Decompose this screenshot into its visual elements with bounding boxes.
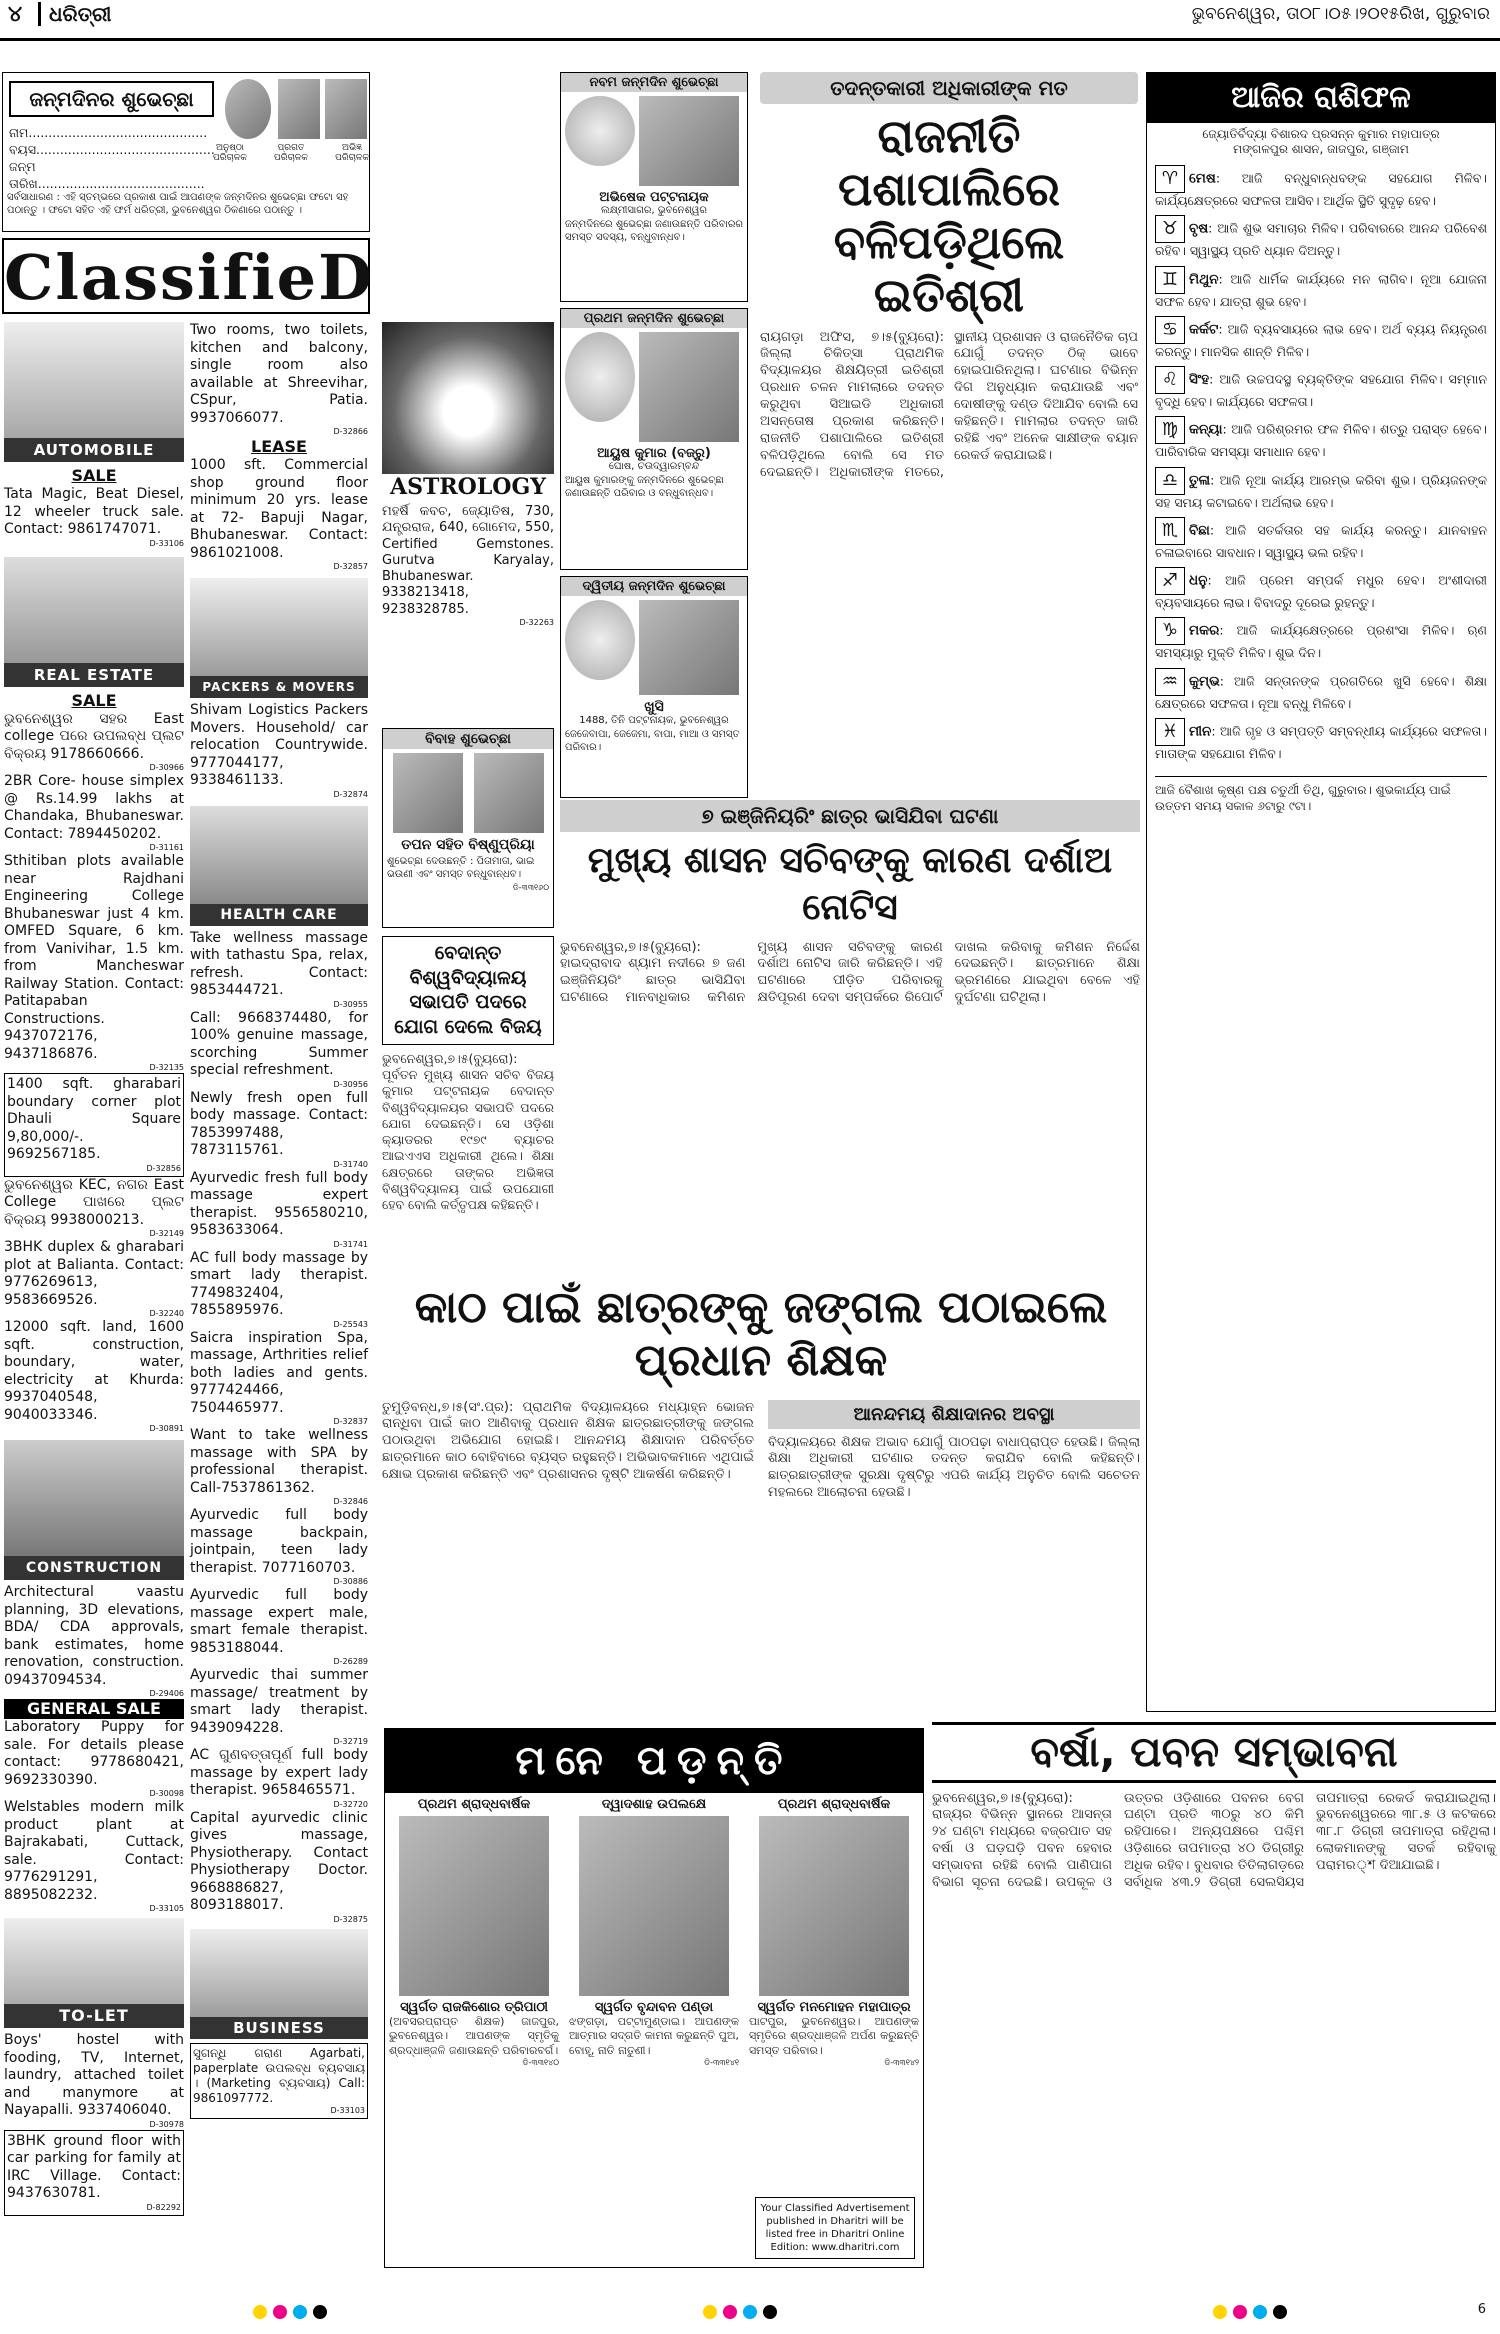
- magenta-dot-icon: [273, 2305, 287, 2319]
- classified-ad: [4, 853, 184, 1073]
- classified-ad: [190, 1170, 368, 1250]
- aquarius-icon: ♒: [1155, 668, 1185, 696]
- child-photo: [639, 600, 739, 695]
- rashi-item: ♐ ଧନୁ: ଆଜି ପ୍ରେମ ସମ୍ପର୍କ ମଧୁର ହେବ। ଅଂଶୀଦାରୀ ବ୍ୟବସାୟରେ ଲାଭ। ବିବାଦରୁ ଦୂରେଇ ରୁହନ୍ତୁ।: [1155, 567, 1487, 611]
- ad-code: ଡି-୩୩୧୪୨: [884, 2057, 919, 2067]
- page-header: [0, 0, 1500, 30]
- ad-text: Boys' hostel with fooding, TV, Internet, laundry, attached toilet and manymore at Nayapalli. 9337406040.: [4, 2032, 184, 2118]
- ad-text: Newly fresh open full body massage. Contact: 7853997488, 7873115761.: [190, 1089, 368, 1158]
- classified-ad: [190, 1010, 368, 1090]
- to-let-image: [4, 1918, 184, 2028]
- classified-ad: [4, 1584, 184, 1699]
- memorial-section: [384, 1728, 924, 2268]
- notice-kicker: ୭ ଇଞ୍ଜିନିୟରିଂ ଛାତ୍ର ଭାସିଯିବା ଘଟଣା: [560, 800, 1140, 832]
- rashi-text: ଆଜି ଉଚ୍ଚପଦସ୍ଥ ବ୍ୟକ୍ତିଙ୍କ ସହଯୋଗ ମିଳିବ। ସମ୍ମାନ ବୃଦ୍ଧି ହେବ। କାର୍ଯ୍ୟରେ ସଫଳତା।: [1155, 371, 1487, 409]
- rashi-name: କନ୍ୟା: [1189, 421, 1223, 438]
- birthday-greeting: [560, 576, 748, 798]
- birthday-title: ଦ୍ୱିତୀୟ ଜନ୍ମଦିନ ଶୁଭେଚ୍ଛା: [561, 577, 747, 596]
- notice-headline: ମୁଖ୍ୟ ଶାସନ ସଚିବଙ୍କୁ କାରଣ ଦର୍ଶାଅ ନୋଟିସ: [587, 840, 1113, 928]
- classified-ad: [190, 1587, 368, 1667]
- registration-marks: [250, 2304, 330, 2323]
- category-construction: CONSTRUCTION: [4, 1556, 184, 1580]
- yellow-dot-icon: [253, 2305, 267, 2319]
- form-field-age[interactable]: ବୟସ.............................................: [9, 141, 215, 157]
- couple-names: ତପନ ସହିତ ବିଷ୍ଣୁପ୍ରିୟା: [401, 837, 535, 853]
- construction-image: [4, 1440, 184, 1580]
- page-footer: [0, 2296, 1500, 2326]
- rashi-item: ♍ କନ୍ୟା: ଆଜି ପରିଶ୍ରମର ଫଳ ମିଳିବ। ଶତ୍ରୁ ପରାସ୍ତ ହେବେ। ପାରିବାରିକ ସମସ୍ୟା ସମାଧାନ ହେବ।: [1155, 416, 1487, 460]
- wedding-note: ଶୁଭେଚ୍ଛା ଦେଉଛନ୍ତି : ପିତାମାତା, ଭାଇ ଭଉଣୀ ଏବଂ ସମସ୍ତ ବନ୍ଧୁବାନ୍ଧବ।: [387, 856, 535, 880]
- rain-body: ଭୁବନେଶ୍ୱର,୭।୫(ବ୍ୟୁରୋ): ରାଜ୍ୟର ବିଭିନ୍ନ ସ୍ଥାନରେ ଆସନ୍ତା ୨୪ ଘଣ୍ଟା ମଧ୍ୟରେ ବଜ୍ରପାତ ସହ ବର୍ଷା ଓ ଘଡ଼ଘଡ଼ି ପବନ ହେବାର ସମ୍ଭାବନା ରହିଛି ବୋଲି ପାଣିପାଗ ବିଭାଗ ସୂଚନା ଦେଇଛି। ଉପକୂଳ ଓ ଉତ୍ତର ଓଡ଼ିଶାରେ ପବନର ବେଗ ଘଣ୍ଟା ପ୍ରତି ୩୦ରୁ ୪୦ କିମି ରହିପାରେ। ଅନ୍ୟପକ୍ଷରେ ପଶ୍ଚିମ ଓଡ଼ିଶାରେ ତାପମାତ୍ରା ୪୦ ଡିଗ୍ରୀରୁ ଅଧିକ ରହିବ। ବୁଧବାର ତିତିଲାଗଡ଼ରେ ସର୍ବାଧିକ ୪୩.୨ ଡିଗ୍ରୀ ସେଲସିୟସ ତାପମାତ୍ରା ରେକର୍ଡ କରାଯାଇଥିଲା। ଭୁବନେଶ୍ୱରରେ ୩୮.୫ ଓ କଟକରେ ୩୮.୮ ଡିଗ୍ରୀ ତାପମାତ୍ରା ରହିଥିଲା। ଲୋକମାନଙ୍କୁ ସତର୍କ ରହିବାକୁ ପରାମର্শ ଦିଆଯାଇଛି।: [932, 1790, 1496, 1891]
- ad-code: D-32135: [149, 1063, 184, 1072]
- ad-code: D-82292: [146, 2202, 181, 2212]
- vc-story: [382, 936, 554, 1276]
- ad-code: D-25543: [333, 1319, 368, 1329]
- memorial-photo: [399, 1816, 549, 1996]
- rashiphala-place: ମଙ୍ଗଳପୁର ଶାସନ, ଜାଜପୁର, ଗଞ୍ଜାମ: [1233, 142, 1409, 156]
- rashi-name: କୁମ୍ଭ: [1189, 673, 1220, 689]
- memorial-text: ଝଙ୍ଗଡ଼ା, ପଟ୍ଟାମୁଣ୍ଡାଇ। ଆପଣଙ୍କ ଆତ୍ମାର ସଦ୍‌ଗତି କାମନା କରୁଛନ୍ତି ପୁଅ, ବୋହୂ, ନାତି ନାତୁଣୀ।: [569, 2015, 739, 2057]
- adult-photo: [325, 79, 367, 139]
- cyan-dot-icon: [743, 2305, 757, 2319]
- classified-ad: [190, 1330, 368, 1428]
- ad-code: D-32263: [519, 617, 554, 627]
- classified-ad: [4, 1699, 184, 1799]
- ad-code: D-32149: [149, 1229, 184, 1238]
- rashi-text: ଆଜି ଗୃହ ଓ ସମ୍ପତ୍ତି ସମ୍ବନ୍ଧୀୟ କାର୍ଯ୍ୟରେ ସଫଳତା। ମାତାଙ୍କ ସହଯୋଗ ମିଳିବ।: [1155, 723, 1487, 761]
- birthday-form-box: [2, 72, 370, 232]
- birthday-title: ନବମ ଜନ୍ମଦିନ ଶୁଭେଚ୍ଛା: [561, 73, 747, 92]
- rashi-name: ବିଛା: [1189, 522, 1210, 539]
- rashi-text: ଆଜି ପ୍ରେମ ସମ୍ପର୍କ ମଧୁର ହେବ। ଅଂଶୀଦାରୀ ବ୍ୟବସାୟରେ ଲାଭ। ବିବାଦରୁ ଦୂରେଇ ରୁହନ୍ତୁ।: [1155, 572, 1488, 610]
- memorial-banner: ମନେ ପଡ଼ନ୍ତି: [385, 1729, 923, 1793]
- issue-date: ଭୁବନେଶ୍ୱର, ତା୦୮।୦୫।୨୦୧୫ରିଖ, ଗୁରୁବାର: [1191, 4, 1490, 24]
- classified-ad: [4, 773, 184, 853]
- footer-page-number: 6: [1477, 2302, 1486, 2317]
- magenta-dot-icon: [1233, 2305, 1247, 2319]
- rashi-text: ଆଜି ଶୁଭ ସମାଚାର ମିଳିବ। ପରିବାରରେ ଆନନ୍ଦ ପରିବେଶ ରହିବ। ସ୍ୱାସ୍ଥ୍ୟ ପ୍ରତି ଧ୍ୟାନ ଦିଅନ୍ତୁ।: [1155, 220, 1487, 259]
- rashi-name: ମିଥୁନ: [1189, 271, 1219, 287]
- memorial-name: ସ୍ୱର୍ଗତ ମନମୋହନ ମହାପାତ୍ର: [757, 2000, 911, 2015]
- rashi-item: ♓ ମୀନ: ଆଜି ଗୃହ ଓ ସମ୍ପତ୍ତି ସମ୍ବନ୍ଧୀୟ କାର୍ଯ୍ୟରେ ସଫଳତା। ମାତାଙ୍କ ସହଯୋଗ ମିଳିବ।: [1155, 718, 1487, 762]
- rashi-text: ଆଜି ସନ୍ତାନଙ୍କ ପ୍ରଗତିରେ ଖୁସି ହେବେ। ଶିକ୍ଷା କ୍ଷେତ୍ରରେ ସଫଳତା। ନୂଆ ବନ୍ଧୁ ମିଳିବେ।: [1155, 673, 1488, 711]
- astrology-ad: [382, 322, 554, 722]
- birthday-child-name: ଖୁସି: [644, 699, 664, 715]
- ad-text: Shivam Logistics Packers Movers. Household/ car relocation Countrywide. 9777044177, 9338461133.: [190, 702, 368, 788]
- photo-caption: ପ୍ରଗତ ପରିଚାଳକ: [274, 143, 308, 163]
- ad-text: Ayurvedic fresh full body massage expert therapist. 9556580210, 9583633064.: [190, 1169, 368, 1238]
- balloons-icon: [565, 96, 635, 166]
- classified-ad: [190, 1810, 368, 1925]
- rashi-item: ♏ ବିଛା: ଆଜି ସତର୍କତାର ସହ କାର୍ଯ୍ୟ କରନ୍ତୁ। ଯାନବାହନ ଚଳାଇବାରେ ସାବଧାନ। ସ୍ୱାସ୍ଥ୍ୟ ଭଲ ରହିବ।: [1155, 517, 1487, 561]
- yellow-dot-icon: [703, 2305, 717, 2319]
- ad-text: Laboratory Puppy for sale. For details please contact: 9778680421, 9692330390.: [4, 1719, 184, 1788]
- groom-photo: [393, 753, 463, 833]
- online-edition-promo: Your Classified Advertisement published in Dharitri will be listed free in Dharitri Online Edition: www.dharitri.com: [755, 2197, 915, 2259]
- birthday-place: ଲକ୍ଷ୍ମୀସାଗର, ଭୁବନେଶ୍ୱର: [600, 205, 708, 216]
- classified-ad: [190, 322, 368, 437]
- ad-code: D-26289: [333, 1657, 368, 1666]
- classified-ad: [190, 930, 368, 1010]
- classified-ad: [4, 466, 184, 549]
- classified-ad: [4, 1239, 184, 1319]
- ad-code: D-29406: [149, 1689, 184, 1698]
- ad-text: Welstables modern milk product plant at Bajrakabati, Cuttack, sale. Contact: 9776291291, 8895082232.: [4, 1799, 184, 1903]
- category-astrology: ASTROLOGY: [382, 474, 554, 500]
- business-image: [190, 1929, 368, 2039]
- ad-code: D-32719: [333, 1737, 368, 1746]
- rashi-item: ♊ ମିଥୁନ: ଆଜି ଧାର୍ମିକ କାର୍ଯ୍ୟରେ ମନ ଲାଗିବ। ନୂଆ ଯୋଜନା ସଫଳ ହେବ। ଯାତ୍ରା ଶୁଭ ହେବ।: [1155, 266, 1487, 310]
- classified-ad: [190, 1507, 368, 1587]
- ad-code: ଡି-୩୩୧୬୦: [512, 883, 549, 892]
- memorial-ad: [389, 1797, 559, 2068]
- birthday-note: ଜନ୍ମଦିନରେ ଶୁଭେଚ୍ଛା ଜଣାଉଛନ୍ତି ପରିବାରର ସମସ୍ତ ସଦସ୍ୟ, ବନ୍ଧୁବାନ୍ଧବ।: [565, 219, 743, 243]
- memorial-ad: [569, 1797, 739, 2068]
- ad-text: 12000 sqft. land, 1600 sqft. construction, boundary, water, electricity at Khurda: 9937040548, 9040033346.: [4, 1319, 184, 1423]
- rashi-item: ♌ ସିଂହ: ଆଜି ଉଚ୍ଚପଦସ୍ଥ ବ୍ୟକ୍ତିଙ୍କ ସହଯୋଗ ମିଳିବ। ସମ୍ମାନ ବୃଦ୍ଧି ହେବ। କାର୍ଯ୍ୟରେ ସଫଳତା।: [1155, 366, 1487, 410]
- top-story-kicker: ତଦନ୍ତକାରୀ ଅଧିକାରୀଙ୍କ ମତ: [760, 72, 1138, 104]
- rashiphala-title: ଆଜିର ରାଶିଫଳ: [1147, 73, 1495, 123]
- top-story-headline-2: ବଳିପଡ଼ିଥିଲେ ଇତିଶ୍ରୀ: [833, 214, 1065, 322]
- classified-title: ClassifieD: [2, 238, 370, 314]
- child-photo: [225, 79, 271, 139]
- classified-ad: [4, 1799, 184, 1914]
- birthday-child-name: ଅଭିଷେକ ପଟ୍ଟନାୟକ: [599, 190, 709, 205]
- rashi-text: ଆଜି ବନ୍ଧୁବାନ୍ଧବଙ୍କ ସହଯୋଗ ମିଳିବ। କାର୍ଯ୍ୟକ୍ଷେତ୍ରରେ ସଫଳତା ଆସିବ। ଆର୍ଥିକ ସ୍ଥିତି ସୁଦୃଢ଼ ହେବ।: [1155, 170, 1487, 208]
- child-photo: [639, 96, 739, 186]
- pisces-icon: ♓: [1155, 718, 1185, 746]
- packers-image: [190, 578, 368, 698]
- teacher-body-2: ବିଦ୍ୟାଳୟରେ ଶିକ୍ଷକ ଅଭାବ ଯୋଗୁଁ ପାଠପଢ଼ା ବାଧାପ୍ରାପ୍ତ ହେଉଛି। ଜିଲ୍ଲା ଶିକ୍ଷା ଅଧିକାରୀ ଘଟଣାର ତଦନ୍ତ କରାଯିବ ବୋଲି କହିଛନ୍ତି। ଛାତ୍ରଛାତ୍ରୀଙ୍କ ସୁରକ୍ଷା ଦୃଷ୍ଟିରୁ ଏପରି କାର୍ଯ୍ୟ ଅନୁଚିତ ବୋଲି ସଚେତନ ମହଲରେ ଆଲୋଚନା ହେଉଛି।: [768, 1434, 1140, 1501]
- classified-ad: [4, 2032, 184, 2130]
- rashi-item: ♎ ତୁଳା: ଆଜି ନୂଆ କାର୍ଯ୍ୟ ଆରମ୍ଭ କରିବା ଶୁଭ। ପ୍ରିୟଜନଙ୍କ ସହ ସମୟ କଟାଇବେ। ଅର୍ଥଲାଭ ହେବ।: [1155, 467, 1487, 511]
- balloons-icon: [565, 600, 635, 680]
- rashi-name: କର୍କଟ: [1189, 321, 1219, 338]
- ad-text: 2BR Core- house simplex @ Rs.14.99 lakhs at Chandaka, Bhubaneswar. Contact: 7894450202.: [4, 773, 184, 842]
- birthday-place: 1488, ତିନି ପଟ୍ଟନାୟକ, ଭୁବନେଶ୍ୱର: [579, 715, 729, 726]
- memorial-photo: [759, 1816, 909, 1996]
- form-fields: [9, 125, 215, 193]
- top-story-body: ରାୟଗଡ଼ା ଅଫିସ, ୭।୫(ବ୍ୟୁରୋ): ଜିଲ୍ଲା ଚିକିତ୍ସା ପ୍ରାଥମିକ ବିଦ୍ୟାଳୟର ଶିକ୍ଷୟିତ୍ରୀ ଇତିଶ୍ରୀ ପ୍ରଧାନ ଚଳନ ମାମଲାରେ ତଦନ୍ତ କରୁଥିବା ସିଆଇଡି ଅଧିକାରୀ ଅସନ୍ତୋଷ ପ୍ରକାଶ କରିଛନ୍ତି। ରାଜନୀତି ପଶାପାଲିରେ ଇତିଶ୍ରୀ ବଳିପଡ଼ିଥିଲେ ବୋଲି ସେ ମତ ଦେଇଛନ୍ତି। ଅଧିକାରୀଙ୍କ ମତରେ, ସ୍ଥାନୀୟ ପ୍ରଶାସନ ଓ ରାଜନୈତିକ ଚାପ ଯୋଗୁଁ ତଦନ୍ତ ଠିକ୍ ଭାବେ ହୋଇପାରିନଥିଲା। ଘଟଣାର ବିଭିନ୍ନ ଦିଗ ଅନୁଧ୍ୟାନ କରାଯାଉଛି ଏବଂ ଦୋଷୀଙ୍କୁ ଦଣ୍ଡ ଦିଆଯିବ ବୋଲି ସେ କହିଛନ୍ତି। ମାମଲାର ତଦନ୍ତ ଜାରି ରହିଛି ଏବଂ ଅନେକ ସାକ୍ଷୀଙ୍କ ବୟାନ ରେକର୍ଡ କରାଯାଇଛି।: [760, 329, 1138, 480]
- header-rule: [0, 38, 1500, 41]
- classified-ad: [4, 1073, 184, 1177]
- memorial-label: ପ୍ରଥମ ଶ୍ରାଦ୍ଧବାର୍ଷିକ: [417, 1797, 531, 1812]
- ad-code: D-30886: [333, 1577, 368, 1586]
- category-business: BUSINESS: [190, 2017, 368, 2039]
- ad-code: D-31740: [333, 1159, 368, 1169]
- ad-code: ଡି-୩୩୧୪୧: [704, 2057, 739, 2067]
- category-packers: PACKERS & MOVERS: [190, 676, 368, 698]
- page-number: ୪: [8, 2, 23, 27]
- ad-text: Call: 9668374480, for 100% genuine massage, scorching Summer special refreshment.: [190, 1009, 368, 1078]
- rashi-item: ♋ କର୍କଟ: ଆଜି ବ୍ୟବସାୟରେ ଲାଭ ହେବ। ଅର୍ଥ ବ୍ୟୟ ନିୟନ୍ତ୍ରଣ କରନ୍ତୁ। ମାନସିକ ଶାନ୍ତି ମିଳିବ।: [1155, 316, 1487, 360]
- rashi-name: ମେଷ: [1189, 170, 1216, 187]
- rashi-name: ସିଂହ: [1189, 371, 1210, 388]
- scorpio-icon: ♏: [1155, 517, 1185, 545]
- ad-text: Capital ayurvedic clinic gives massage, Physiotherapy. Contact Physiotherapy Doctor. 9668886827, 8093188017.: [190, 1809, 368, 1913]
- rashi-item: ♒ କୁମ୍ଭ: ଆଜି ସନ୍ତାନଙ୍କ ପ୍ରଗତିରେ ଖୁସି ହେବେ। ଶିକ୍ଷା କ୍ଷେତ୍ରରେ ସଫଳତା। ନୂଆ ବନ୍ଧୁ ମିଳିବେ।: [1155, 668, 1487, 712]
- classified-column-1: [4, 322, 184, 2267]
- rashi-text: ଆଜି ସତର୍କତାର ସହ କାର୍ଯ୍ୟ କରନ୍ତୁ। ଯାନବାହନ ଚଳାଇବାରେ ସାବଧାନ। ସ୍ୱାସ୍ଥ୍ୟ ଭଲ ରହିବ।: [1155, 522, 1487, 560]
- aries-icon: ♈: [1155, 165, 1185, 193]
- ad-text: Sthitiban plots available near Rajdhani Engineering College Bhubaneswar just 4 km. OMFED Square, 6 km. from Vanivihar, 1.5 km. from Mancheswar Railway Station. Contact: Patitapaban Constructions. 9437072176, 9437186876.: [4, 853, 184, 1062]
- memorial-text: (ଅବସରପ୍ରାପ୍ତ ଶିକ୍ଷକ) ଜାଜପୁର, ଭୁବନେଶ୍ୱର। ଆପଣଙ୍କ ସ୍ମୃତିକୁ ଶ୍ରଦ୍ଧାଞ୍ଜଳି ଜଣାଉଛନ୍ତି ପରିବାରବର୍ଗ।: [389, 2015, 559, 2057]
- ad-text: ଭୁବନେଶ୍ୱର KEC, ନଗର East College ପାଖରେ ପ୍ଲଟ ବିକ୍ରୟ 9938000213.: [4, 1176, 184, 1228]
- ad-code: D-31161: [149, 843, 184, 852]
- memorial-text: ପାଟପୁର, ଭୁବନେଶ୍ୱର। ଆପଣଙ୍କ ସ୍ମୃତିରେ ଶ୍ରଦ୍ଧାଞ୍ଜଳି ଅର୍ପଣ କରୁଛନ୍ତି ସମସ୍ତ ପରିବାର।: [749, 2015, 919, 2057]
- ad-code: D-32846: [333, 1497, 368, 1506]
- ad-code: D-30098: [149, 1789, 184, 1798]
- teacher-subhead: ଆନନ୍ଦମୟ ଶିକ୍ଷାଦାନର ଅବସ୍ଥା: [768, 1400, 1140, 1429]
- memorial-name: ସ୍ୱର୍ଗତ ରାଜକିଶୋର ତ୍ରିପାଠୀ: [400, 2000, 548, 2015]
- photo-captions: [213, 143, 369, 163]
- health-care-image: [190, 806, 368, 926]
- magenta-dot-icon: [723, 2305, 737, 2319]
- classified-ad: [190, 1250, 368, 1330]
- ad-text: 1000 sft. Commercial shop ground floor minimum 20 yrs. lease at 72- Bapuji Nagar, Bhubaneswar. Contact: 9861021008.: [190, 457, 368, 561]
- cyan-dot-icon: [293, 2305, 307, 2319]
- masthead: ଧରିତ୍ରୀ: [38, 2, 111, 26]
- child-photo: [639, 332, 739, 442]
- rashi-text: ଆଜି ପରିଶ୍ରମର ଫଳ ମିଳିବ। ଶତ୍ରୁ ପରାସ୍ତ ହେବେ। ପାରିବାରିକ ସମସ୍ୟା ସମାଧାନ ହେବ।: [1155, 421, 1488, 460]
- rain-story: [932, 1722, 1496, 2268]
- ad-heading: SALE: [71, 690, 117, 710]
- astrology-wheel-image: [382, 322, 554, 500]
- ad-text: AC ଗୁଣବତ୍ତାପୂର୍ଣ full body massage by expert lady therapist. 9658465571.: [190, 1747, 368, 1798]
- libra-icon: ♎: [1155, 467, 1185, 495]
- ad-code: D-30966: [149, 763, 184, 772]
- ad-code: D-32857: [333, 562, 368, 571]
- memorial-label: ଦ୍ୱାଦଶାହ ଉପଲକ୍ଷେ: [601, 1797, 707, 1812]
- black-dot-icon: [1273, 2305, 1287, 2319]
- classified-ad: [190, 1667, 368, 1747]
- classified-ad: [190, 437, 368, 572]
- ad-text: Ayurvedic thai summer massage/ treatment by smart lady therapist. 9439094228.: [190, 1667, 368, 1736]
- ad-text: Ayurvedic full body massage backpain, jointpain, teen lady therapist. 7077160703.: [190, 1507, 368, 1576]
- memorial-photo: [579, 1816, 729, 1996]
- classified-ad: [4, 2130, 184, 2216]
- ad-code: D-32856: [146, 1163, 181, 1173]
- wedding-greeting: [382, 728, 554, 928]
- rashi-name: ମୀନ: [1189, 723, 1212, 740]
- rashi-text: ଆଜି ନୂଆ କାର୍ଯ୍ୟ ଆରମ୍ଭ କରିବା ଶୁଭ। ପ୍ରିୟଜନଙ୍କ ସହ ସମୟ କଟାଇବେ। ଅର୍ଥଲାଭ ହେବ।: [1155, 472, 1487, 510]
- rashi-name: ମକର: [1189, 622, 1220, 639]
- rain-headline: ବର୍ଷା, ପବନ ସମ୍ଭାବନା: [932, 1722, 1496, 1783]
- taurus-icon: ♉: [1155, 215, 1185, 243]
- form-note: ସର୍ବସାଧାରଣ : ଏହି ସ୍ତମ୍ଭରେ ପ୍ରକାଶ ପାଇଁ ଆପଣଙ୍କ ଜନ୍ମଦିନର ଶୁଭେଚ୍ଛା ଫଟୋ ସହ ପଠାନ୍ତୁ । ଫଟୋ ସହିତ ଏହି ଫର୍ମ ଧରିତ୍ରୀ, ଭୁବନେଶ୍ୱର ଠିକଣାରେ ପଠାନ୍ତୁ ।: [7, 192, 349, 216]
- ad-code: D-30978: [149, 2119, 184, 2129]
- notice-body: ଭୁବନେଶ୍ୱର,୭।୫(ବ୍ୟୁରୋ): ହାଇଦ୍ରାବାଦ ଶ୍ୟାମ ନଦୀରେ ୭ ଜଣ ଇଞ୍ଜିନିୟରିଂ ଛାତ୍ର ଭାସିଯିବା ଘଟଣାରେ ମାନବାଧିକାର କମିଶନ ମୁଖ୍ୟ ଶାସନ ସଚିବଙ୍କୁ କାରଣ ଦର୍ଶାଅ ନୋଟିସ ଜାରି କରିଛନ୍ତି। ଏହି ଘଟଣାରେ ପୀଡ଼ିତ ପରିବାରକୁ କ୍ଷତିପୂରଣ ଦେବା ସମ୍ପର୍କରେ ରିପୋର୍ଟ ଦାଖଲ କରିବାକୁ କମିଶନ ନିର୍ଦ୍ଦେଶ ଦେଇଛନ୍ତି। ଛାତ୍ରମାନେ ଶିକ୍ଷା ଭ୍ରମଣରେ ଯାଇଥିବା ବେଳେ ଏହି ଦୁର୍ଘଟଣା ଘଟିଥିଲା।: [560, 939, 1140, 1006]
- ad-text: Two rooms, two toilets, kitchen and balcony, single room also available at Shreevihar, CSpur, Patia. 9937066077.: [190, 322, 368, 426]
- rashi-item: ♈ ମେଷ: ଆଜି ବନ୍ଧୁବାନ୍ଧବଙ୍କ ସହଯୋଗ ମିଳିବ। କାର୍ଯ୍ୟକ୍ଷେତ୍ରରେ ସଫଳତା ଆସିବ। ଆର୍ଥିକ ସ୍ଥିତି ସୁଦୃଢ଼ ହେବ।: [1155, 165, 1487, 209]
- ad-code: D-30955: [333, 999, 368, 1009]
- category-health-care: HEALTH CARE: [190, 904, 368, 926]
- ad-text: Saicra inspiration Spa, massage, Arthrities relief both ladies and gents. 9777424466, 7504465977.: [190, 1329, 368, 1416]
- classified-ad: [190, 1090, 368, 1170]
- classified-column-2: [190, 322, 368, 2267]
- registration-marks: [700, 2304, 780, 2323]
- ad-text: 3BHK duplex & gharabari plot at Balianta. Contact: 9776269613, 9583669526.: [4, 1239, 184, 1308]
- bride-photo: [474, 753, 544, 833]
- virgo-icon: ♍: [1155, 416, 1185, 444]
- form-field-dob[interactable]: ଜନ୍ମ ତାରିଖ..........................................: [9, 158, 205, 191]
- rashi-text: ଆଜି ବ୍ୟବସାୟରେ ଲାଭ ହେବ। ଅର୍ଥ ବ୍ୟୟ ନିୟନ୍ତ୍ରଣ କରନ୍ତୁ। ମାନସିକ ଶାନ୍ତି ମିଳିବ।: [1155, 321, 1487, 359]
- capricorn-icon: ♑: [1155, 617, 1185, 645]
- ad-text: Tata Magic, Beat Diesel, 12 wheeler truck sale. Contact: 9861747071.: [4, 486, 184, 537]
- ad-text: Ayurvedic full body massage expert male, smart female therapist. 9853188044.: [190, 1587, 368, 1656]
- birthday-title: ପ୍ରଥମ ଜନ୍ମଦିନ ଶୁଭେଚ୍ଛା: [561, 309, 747, 328]
- ad-text: Take wellness massage with tathastu Spa, relax, refresh. Contact: 9853444721.: [190, 929, 368, 998]
- ad-text: Architectural vaastu planning, 3D elevations, BDA/ CDA approvals, bank estimates, home renovation, construction. 09437094534.: [4, 1584, 184, 1688]
- rashi-name: ବୃଷ: [1189, 220, 1209, 237]
- memorial-ad: [749, 1797, 919, 2068]
- child-photo: [278, 79, 320, 139]
- form-field-name[interactable]: ନାମ.............................................: [9, 125, 208, 140]
- ad-code: ଡି-୩୩୧୪୦: [522, 2057, 559, 2067]
- ad-text: AC full body massage by smart lady therapist. 7749832404, 7855895976.: [190, 1249, 368, 1318]
- ad-text: 1400 sqft. gharabari boundary corner plot Dhauli Square 9,80,000/-. 9692567185.: [7, 1076, 181, 1162]
- rashi-name: ଧନୁ: [1189, 572, 1208, 589]
- real-estate-image: [4, 557, 184, 687]
- memorial-name: ସ୍ୱର୍ଗତ ବୃନ୍ଦାବନ ପଣ୍ଡା: [594, 2000, 714, 2015]
- yellow-dot-icon: [1213, 2305, 1227, 2319]
- black-dot-icon: [763, 2305, 777, 2319]
- birthday-greeting: [560, 72, 748, 302]
- rashiphala-author: ଜ୍ୟୋତିର୍ବିଦ୍ୟା ବିଶାରଦ ପ୍ରସନ୍ନ କୁମାର ମହାପାତ୍ର: [1202, 127, 1440, 141]
- teacher-headline: କାଠ ପାଇଁ ଛାତ୍ରଙ୍କୁ ଜଙ୍ଗଲ ପଠାଇଲେ ପ୍ରଧାନ ଶିକ୍ଷକ: [414, 1282, 1108, 1386]
- ad-text: ଭୁବନେଶ୍ୱର ସହର East college ପରେ ଉପଲବ୍ଧ ପ୍ଲଟ ବିକ୍ରୟ 9178660666.: [4, 710, 184, 762]
- ad-code: D-33103: [330, 2105, 365, 2115]
- birthday-place: ଘୋଷ, ଚଉଦ୍ୱାରମ୍ବନ୍ଦ: [608, 461, 700, 472]
- teacher-story: [382, 1282, 1140, 1722]
- category-to-let: TO-LET: [4, 2004, 184, 2028]
- ad-code: D-32720: [333, 1799, 368, 1809]
- classified-ad: [190, 2043, 368, 2119]
- vc-body: ଭୁବନେଶ୍ୱର,୭।୫(ବ୍ୟୁରୋ): ପୂର୍ବତନ ମୁଖ୍ୟ ଶାସନ ସଚିବ ବିଜୟ କୁମାର ପଟ୍ଟନାୟକ ବେଦାନ୍ତ ବିଶ୍ୱବିଦ୍ୟାଳୟର ସଭାପତି ପଦରେ ଯୋଗ ଦେଇଛନ୍ତି। ସେ ଓଡ଼ିଶା କ୍ୟାଡରର ୧୯୭୯ ବ୍ୟାଚର ଆଇଏଏସ ଅଧିକାରୀ ଥିଲେ। ଶିକ୍ଷା କ୍ଷେତ୍ରରେ ତାଙ୍କର ଅଭିଜ୍ଞତା ବିଶ୍ୱବିଦ୍ୟାଳୟ ପାଇଁ ଉପଯୋଗୀ ହେବ ବୋଲି କର୍ତ୍ତୃପକ୍ଷ କହିଛନ୍ତି।: [382, 1050, 554, 1212]
- classified-ad: [4, 1319, 184, 1434]
- ad-code: D-33105: [149, 1904, 184, 1913]
- rashi-list: [1147, 157, 1495, 776]
- category-real-estate: REAL ESTATE: [4, 663, 184, 687]
- ad-code: D-30891: [149, 1424, 184, 1433]
- photo-caption: ଅନୁଷ୍ଠା ପରିଚାଳକ: [213, 143, 247, 163]
- ad-heading: GENERAL SALE: [4, 1699, 184, 1719]
- ad-code: D-33106: [149, 538, 184, 548]
- birthday-child-name: ଆୟୁଷ କୁମାର (ବଜ୍ରୁ): [597, 446, 711, 461]
- rashi-item: ♑ ମକର: ଆଜି କାର୍ଯ୍ୟକ୍ଷେତ୍ରରେ ପ୍ରଶଂସା ମିଳିବ। ଋଣ ସମସ୍ୟାରୁ ମୁକ୍ତି ମିଳିବ। ଶୁଭ ଦିନ।: [1155, 617, 1487, 661]
- leo-icon: ♌: [1155, 366, 1185, 394]
- rashi-text: ଆଜି ଧାର୍ମିକ କାର୍ଯ୍ୟରେ ମନ ଲାଗିବ। ନୂଆ ଯୋଜନା ସଫଳ ହେବ। ଯାତ୍ରା ଶୁଭ ହେବ।: [1155, 271, 1487, 309]
- ad-heading: LEASE: [251, 437, 307, 456]
- vc-headline: ବେଦାନ୍ତ ବିଶ୍ୱବିଦ୍ୟାଳୟ ସଭାପତି ପଦରେ ଯୋଗ ଦେଲେ ବିଜୟ: [382, 936, 554, 1045]
- black-dot-icon: [313, 2305, 327, 2319]
- classified-ad: [190, 1427, 368, 1507]
- notice-story: [560, 800, 1140, 1240]
- ad-code: D-30956: [333, 1079, 368, 1089]
- gemini-icon: ♊: [1155, 266, 1185, 294]
- ad-code: D-31741: [333, 1239, 368, 1249]
- automobile-image: [4, 322, 184, 462]
- ad-text: 3BHK ground floor with car parking for family at IRC Village. Contact: 9437630781.: [7, 2132, 181, 2201]
- rashiphala-footer: ଆଜି ବୈଶାଖ କୃଷ୍ଣ ପକ୍ଷ ଚତୁର୍ଥୀ ତିଥି, ଗୁରୁବାର। ଶୁଭକାର୍ଯ୍ୟ ପାଇଁ ଉତ୍ତମ ସମୟ ସକାଳ ୬ଟାରୁ ୯ଟା।: [1155, 776, 1487, 814]
- teacher-body-1: ତୁମୁଡ଼ିବନ୍ଧ,୭।୫(ସଂ.ପ୍ର): ପ୍ରାଥମିକ ବିଦ୍ୟାଳୟରେ ମଧ୍ୟାହ୍ନ ଭୋଜନ ରାନ୍ଧିବା ପାଇଁ କାଠ ଆଣିବାକୁ ପ୍ରଧାନ ଶିକ୍ଷକ ଛାତ୍ରଛାତ୍ରୀଙ୍କୁ ଜଙ୍ଗଲ ପଠାଉଥିବା ଅଭିଯୋଗ ହୋଇଛି। ଆନନ୍ଦମୟ ଶିକ୍ଷାଦାନ ପରିବର୍ତ୍ତେ ଛାତ୍ରମାନେ କାଠ ବୋହିବାରେ ବ୍ୟସ୍ତ ରହୁଛନ୍ତି। ଅଭିଭାବକମାନେ ଏଥିପାଇଁ କ୍ଷୋଭ ପ୍ରକାଶ କରିଛନ୍ତି ଏବଂ ପ୍ରଶାସନର ଦୃଷ୍ଟି ଆକର୍ଷଣ କରିଛନ୍ତି।: [382, 1399, 754, 1483]
- rashi-name: ତୁଳା: [1189, 472, 1211, 488]
- ad-heading: SALE: [71, 466, 117, 485]
- ad-code: D-32240: [149, 1309, 184, 1318]
- ad-text: ମହର୍ଷି କବଚ, ଜ୍ୟୋତିଷ, 730, ଯନ୍ତ୍ରରାଜ, 640, ଗୋମେଦ, 550, Certified Gemstones. Gurutva Karyalay, Bhubaneswar. 9338213418, 9238328785.: [382, 504, 554, 617]
- classified-ad: [382, 504, 554, 628]
- sagittarius-icon: ♐: [1155, 567, 1185, 595]
- ad-code: D-32874: [333, 789, 368, 799]
- category-automobile: AUTOMOBILE: [4, 438, 184, 462]
- classified-ad: [4, 1177, 184, 1240]
- classified-ad: [190, 702, 368, 800]
- birthday-note: ଜେଜେବାପା, ଜେଜେମା, ବାପା, ମାଆ ଓ ସମସ୍ତ ପରିବାର।: [565, 729, 740, 753]
- cyan-dot-icon: [1253, 2305, 1267, 2319]
- ad-code: D-32866: [333, 427, 368, 436]
- birthday-note: ଆୟୁଷ କୁମାରଙ୍କୁ ଜନ୍ମଦିନରେ ଶୁଭେଚ୍ଛା ଜଣାଉଛନ୍ତି ପରିବାର ଓ ବନ୍ଧୁବାନ୍ଧବ।: [565, 475, 724, 499]
- classified-ad: [4, 691, 184, 774]
- top-story: [760, 72, 1138, 792]
- ad-code: D-32837: [333, 1417, 368, 1426]
- wedding-title: ବିବାହ ଶୁଭେଚ୍ଛା: [383, 729, 553, 749]
- balloons-icon: [565, 332, 635, 422]
- rashiphala-box: [1146, 72, 1496, 1712]
- cancer-icon: ♋: [1155, 316, 1185, 344]
- classified-ad: [190, 1747, 368, 1810]
- memorial-label: ପ୍ରଥମ ଶ୍ରାଦ୍ଧବାର୍ଷିକ: [777, 1797, 891, 1812]
- birthday-form-title: ଜନ୍ମଦିନର ଶୁଭେଚ୍ଛା: [9, 81, 214, 117]
- birthday-greeting: [560, 308, 748, 570]
- ad-code: D-32875: [333, 1914, 368, 1924]
- rashi-text: ଆଜି କାର୍ଯ୍ୟକ୍ଷେତ୍ରରେ ପ୍ରଶଂସା ମିଳିବ। ଋଣ ସମସ୍ୟାରୁ ମୁକ୍ତି ମିଳିବ। ଶୁଭ ଦିନ।: [1155, 622, 1487, 661]
- top-story-headline-1: ରାଜନୀତି ପଶାପାଲିରେ: [838, 109, 1060, 216]
- ad-text: ସୁଗନ୍ଧି ଗରାଣ Agarbati, paperplate ଉପଲବ୍ଧ ବ୍ୟବସାୟ । (Marketing ବ୍ୟବସାୟ) Call: 9861097772.: [193, 2045, 365, 2105]
- rashi-item: ♉ ବୃଷ: ଆଜି ଶୁଭ ସମାଚାର ମିଳିବ। ପରିବାରରେ ଆନନ୍ଦ ପରିବେଶ ରହିବ। ସ୍ୱାସ୍ଥ୍ୟ ପ୍ରତି ଧ୍ୟାନ ଦିଅନ୍ତୁ।: [1155, 215, 1487, 259]
- registration-marks: [1210, 2304, 1290, 2323]
- ad-text: Want to take wellness massage with SPA by professional therapist. Call-7537861362.: [190, 1427, 368, 1496]
- photo-caption: ଅଭିଜ୍ଞ ପରିଚାଳକ: [335, 143, 369, 163]
